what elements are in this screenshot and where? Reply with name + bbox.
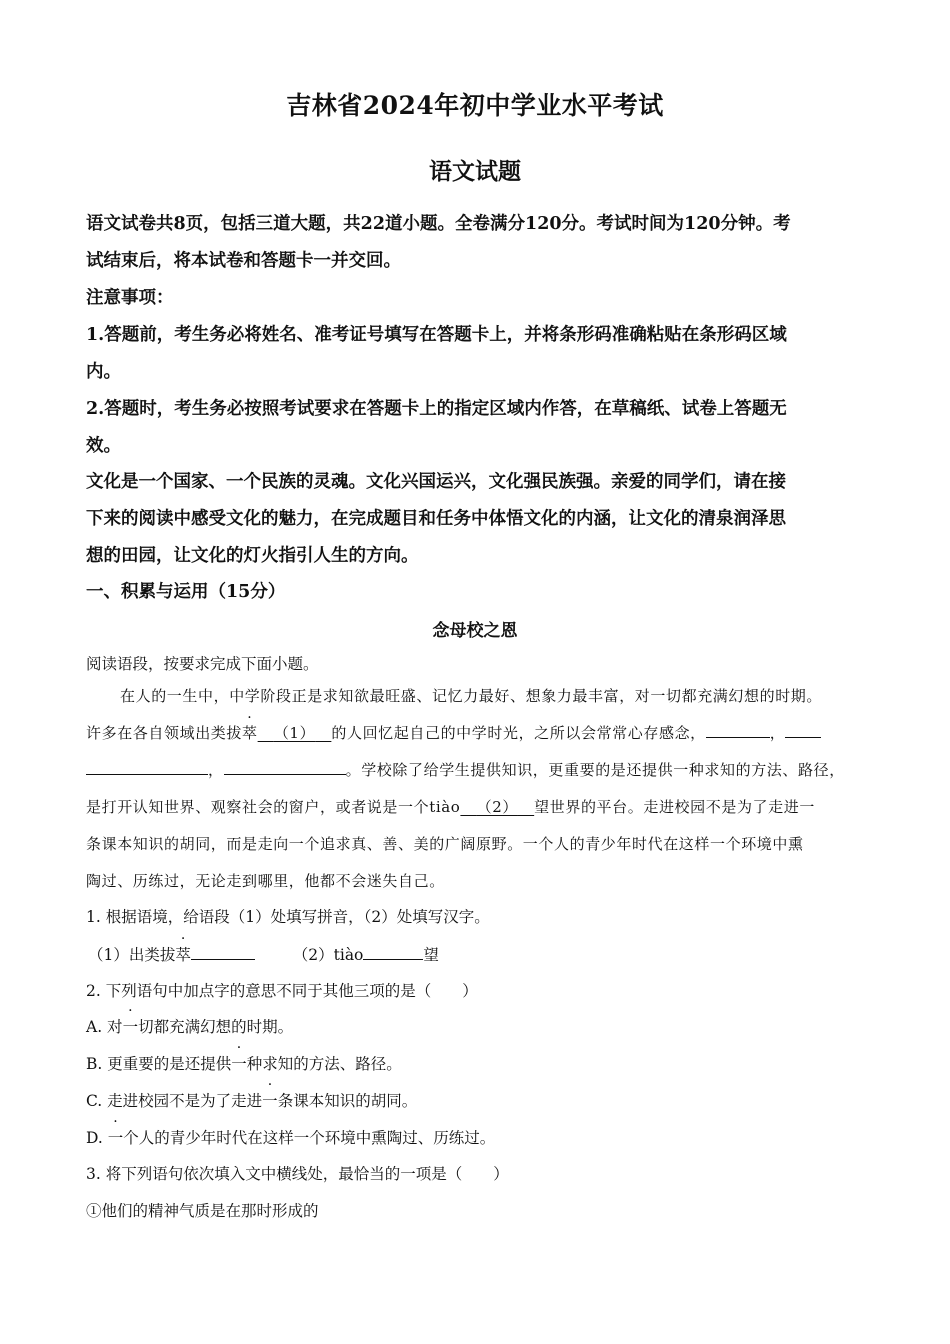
intro-line-1: 语文试卷共8页，包括三道大题，共22道小题。全卷满分120分。考试时间为120分钟。考 [86, 214, 791, 234]
dotted-char: 萃 [175, 946, 191, 964]
exam-subtitle: 语文试题 [429, 158, 521, 185]
dotted-char: 萃 [242, 724, 258, 742]
passage-line-1: 在人的一生中，中学阶段正是求知欲最旺盛、记忆力最好、想象力最丰富，对一切都充满幻想的时期。 [120, 687, 823, 705]
comma: ， [208, 761, 224, 779]
exam-title: 吉林省2024年初中学业水平考试 [286, 91, 664, 120]
note-2-line-2: 效。 [86, 436, 121, 456]
passage-line-6: 陶过、历练过，无论走到哪里，他都不会迷失自己。 [86, 872, 445, 890]
passage-line-2 [86, 722, 876, 743]
q3-item-1: ①他们的精神气质是在那时形成的 [86, 1202, 319, 1220]
comma: ， [769, 724, 786, 742]
passage-title: 念母校之恩 [432, 621, 518, 641]
passage-instruction: 阅读语段，按要求完成下面小题。 [86, 655, 319, 673]
passage-line-4-text-a: 是打开认知世界、观察社会的窗户，或者说是一个tiào [86, 798, 461, 816]
passage-line-4-text-b: 望世界的平台。走进校园不是为了走进一 [534, 798, 815, 816]
q1-parts [88, 943, 878, 965]
passage-line-4 [86, 796, 876, 817]
q2-option-a[interactable]: A. 对一切都充满幻想的时期。 [86, 1015, 876, 1037]
passage-line-3-text: 。学校除了给学生提供知识，更重要的是还提供一种求知的方法、路径， [345, 761, 845, 779]
section-1-heading: 一、积累与运用（15分） [86, 582, 286, 602]
passage-line-2-text-b: 的人回忆起自己的中学时光，之所以会常常心存感念， [331, 724, 706, 742]
fill-blank-a [706, 722, 770, 738]
q1-answer-blank-2[interactable] [363, 944, 423, 960]
q2-option-c[interactable]: C. 走进校园不是为了走进一条课本知识的胡同。 [86, 1089, 876, 1111]
intro-line-2: 试结束后，将本试卷和答题卡一并交回。 [86, 251, 401, 271]
passage-line-2-text-a: 许多在各自领域出类拔 [86, 724, 243, 742]
blank-2: （2） [476, 798, 518, 816]
culture-line-1: 文化是一个国家、一个民族的灵魂。文化兴国运兴，文化强民族强。亲爱的同学们，请在接 [86, 472, 786, 492]
culture-line-2: 下来的阅读中感受文化的魅力，在完成题目和任务中体悟文化的内涵，让文化的清泉润泽思 [86, 509, 786, 529]
note-2-line-1: 2.答题时，考生务必按照考试要求在答题卡上的指定区域内作答，在草稿纸、试卷上答题无 [86, 399, 787, 419]
dotted-char: 一 [231, 1055, 247, 1073]
passage-line-3 [86, 759, 876, 780]
q2-option-d[interactable]: D. 一个人的青少年时代在这样一个环境中熏陶过、历练过。 [86, 1126, 876, 1148]
fill-blank-b [785, 722, 821, 738]
q2-stem: 2. 下列语句中加点字的意思不同于其他三项的是（ ） [86, 982, 478, 1000]
culture-line-3: 想的田园，让文化的灯火指引人生的方向。 [86, 546, 419, 566]
note-1-line-2: 内。 [86, 362, 121, 382]
q2-option-b[interactable]: B. 更重要的是还提供一种求知的方法、路径。 [86, 1052, 876, 1074]
q1-part-1-text: （1）出类拔 [88, 946, 176, 964]
dotted-char: 一 [122, 1018, 139, 1036]
dotted-char: 一 [107, 1129, 124, 1147]
q1-part-2-text: （2）tiào [292, 946, 364, 964]
q1-stem: 1. 根据语境，给语段（1）处填写拼音，（2）处填写汉字。 [86, 908, 490, 926]
dotted-char: 一 [262, 1092, 278, 1110]
notice-heading: 注意事项： [86, 288, 174, 308]
passage-line-5: 条课本知识的胡同，而是走向一个追求真、善、美的广阔原野。一个人的青少年时代在这样一个环境中熏 [86, 835, 804, 853]
fill-blank-c [224, 759, 346, 775]
blank-1: （1） [273, 724, 316, 742]
q3-stem: 3. 将下列语句依次填入文中横线处，最恰当的一项是（ ） [86, 1165, 509, 1183]
q1-part-2-suffix: 望 [423, 946, 439, 964]
note-1-line-1: 1.答题前，考生务必将姓名、准考证号填写在答题卡上，并将条形码准确粘贴在条形码区域 [86, 325, 787, 345]
fill-blank-b-cont [86, 759, 208, 775]
q1-answer-blank-1[interactable] [191, 944, 255, 960]
